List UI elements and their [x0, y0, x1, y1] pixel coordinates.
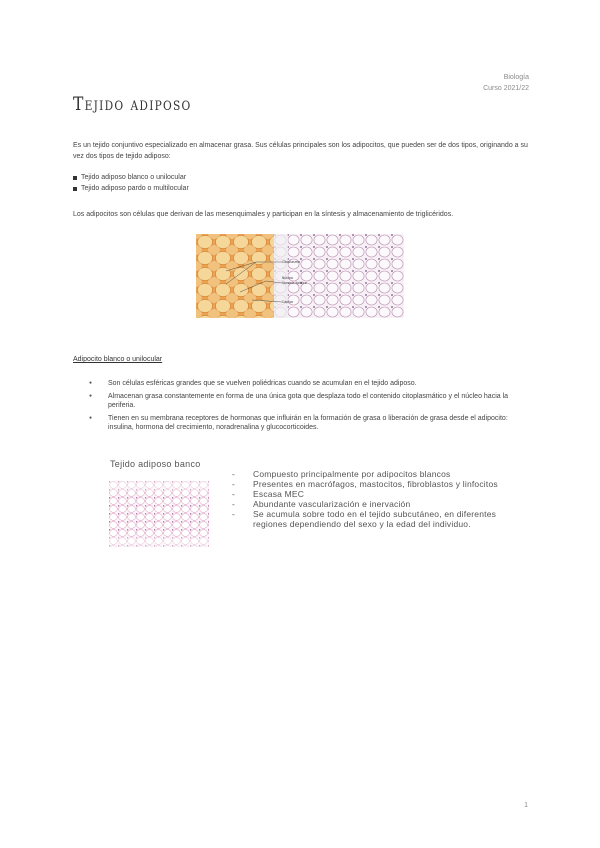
square-bullet-icon [73, 176, 77, 180]
histology-figure [196, 234, 404, 318]
square-bullet-icon [73, 187, 77, 191]
page-title: Tejido adiposo [73, 93, 192, 115]
origin-paragraph: Los adipocitos son células que derivan de las mesenquimales y participan en la síntesis y almacenamiento de triglicéridos. [73, 211, 454, 218]
header-subject: Biología [503, 74, 529, 81]
figure-label: Núcleo [282, 276, 293, 280]
type-item-brown [73, 185, 189, 192]
figure-label: Capilar [282, 300, 294, 304]
figure-label: Citoplasma [282, 260, 300, 264]
note-item: - Presentes en macrófagos, mastocitos, fibroblastos y linfocitos [232, 479, 532, 489]
adipose-histology-image [196, 234, 404, 318]
notes-list [232, 469, 532, 529]
white-adipose-image [109, 481, 209, 547]
white-adipose-histology-image [109, 481, 209, 547]
page-number: 1 [524, 802, 528, 809]
type-label: Tejido adiposo blanco o unilocular [81, 174, 187, 181]
section-heading: Adipocito blanco o unilocular [73, 356, 163, 363]
notes-title: Tejido adiposo banco [110, 459, 201, 469]
type-label: Tejido adiposo pardo o multilocular [81, 185, 189, 192]
note-item: - Compuesto principalmente por adipocitos blancos [232, 469, 532, 479]
type-item-white [73, 174, 186, 181]
header-course: Curso 2021/22 [483, 85, 529, 92]
characteristics-list [89, 379, 534, 436]
note-item: - Escasa MEC [232, 489, 532, 499]
figure-label: Vacuola lipídica [282, 281, 307, 285]
list-item: ● Son células esféricas grandes que se vuelven poliédricas cuando se acumulan en el tejido adiposo. [89, 379, 534, 389]
note-item: - Se acumula sobre todo en el tejido subcutáneo, en diferentes regiones dependiendo del sexo y la edad del individuo. [232, 509, 532, 529]
list-item: ● Almacenan grasa constantemente en forma de una única gota que desplaza todo el contenido citoplasmático y el núcleo hacia la periferia. [89, 392, 534, 411]
list-item: ● Tienen en su membrana receptores de hormonas que influirán en la formación de grasa o liberación de grasa desde el adipocito: insulina, hormona del crecimiento, noradrenalina y glucocorticoides. [89, 414, 534, 433]
intro-paragraph: Es un tejido conjuntivo especializado en almacenar grasa. Sus células principales son los adipocitos, que pueden ser de dos tipos, originando a su vez dos tipos de tejido adiposo: [73, 142, 528, 160]
note-item: - Abundante vascularización e inervación [232, 499, 532, 509]
